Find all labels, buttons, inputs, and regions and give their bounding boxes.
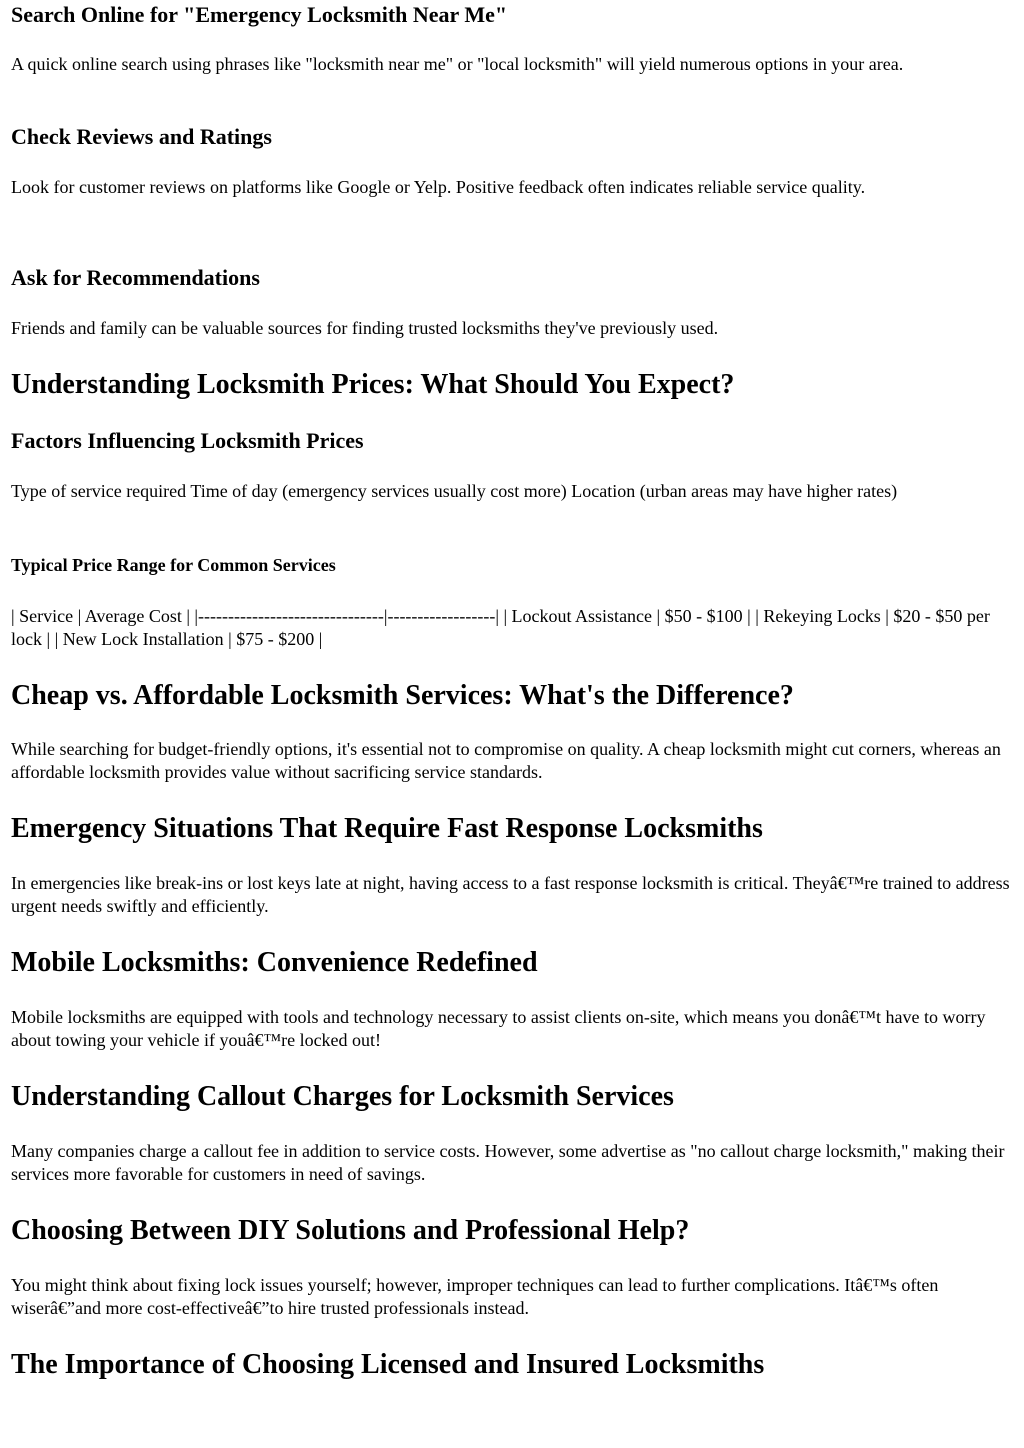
- heading-cheap-vs-affordable: Cheap vs. Affordable Locksmith Services: What's the Difference?: [11, 680, 794, 711]
- paragraph-emergency-situations: In emergencies like break-ins or lost keys late at night, having access to a fast response locksmith is critical. Theyâ€™re trained to address urgent needs swiftly and efficiently.: [11, 873, 1010, 916]
- heading-diy-vs-professional: Choosing Between DIY Solutions and Professional Help?: [11, 1215, 690, 1246]
- heading-callout-charges: Understanding Callout Charges for Locksmith Services: [11, 1081, 674, 1112]
- paragraph-mobile-locksmiths: Mobile locksmiths are equipped with tools and technology necessary to assist clients on-site, which means you donâ€™t have to worry about towing your vehicle if youâ€™re locked out!: [11, 1007, 986, 1050]
- paragraph-callout-charges: Many companies charge a callout fee in addition to service costs. However, some advertise as "no callout charge locksmith," making their services more favorable for customers in need of savings.: [11, 1141, 1005, 1184]
- heading-search-online: Search Online for "Emergency Locksmith Near Me": [11, 2, 508, 27]
- heading-understanding-prices: Understanding Locksmith Prices: What Should You Expect?: [11, 369, 735, 400]
- heading-typical-price-range: Typical Price Range for Common Services: [11, 555, 336, 575]
- paragraph-factors-prices: Type of service required Time of day (emergency services usually cost more) Location (urban areas may have higher rates): [11, 481, 898, 501]
- paragraph-search-online: A quick online search using phrases like "locksmith near me" or "local locksmith" will yield numerous options in your area.: [11, 54, 904, 74]
- heading-emergency-situations: Emergency Situations That Require Fast Response Locksmiths: [11, 813, 763, 844]
- paragraph-ask-recommendations: Friends and family can be valuable sources for finding trusted locksmiths they've previously used.: [11, 318, 719, 338]
- paragraph-diy-vs-professional: You might think about fixing lock issues yourself; however, improper techniques can lead to further complications. Itâ€™s often wiserâ€”and more cost-effectiveâ€”to hire trusted professionals instead.: [11, 1275, 939, 1318]
- heading-check-reviews: Check Reviews and Ratings: [11, 124, 272, 149]
- paragraph-check-reviews: Look for customer reviews on platforms like Google or Yelp. Positive feedback often indicates reliable service quality.: [11, 177, 866, 197]
- paragraph-price-table: | Service | Average Cost | |-------------------------------|------------------| | Lockout Assistance | $50 - $100 | | Rekeying Locks | $20 - $50 per lock | | New Lock Installation | $75 - $200 |: [11, 606, 990, 649]
- heading-ask-recommendations: Ask for Recommendations: [11, 265, 260, 290]
- heading-mobile-locksmiths: Mobile Locksmiths: Convenience Redefined: [11, 947, 538, 978]
- paragraph-cheap-vs-affordable: While searching for budget-friendly options, it's essential not to compromise on quality. A cheap locksmith might cut corners, whereas an affordable locksmith provides value without sacrificing service standards.: [11, 739, 1001, 782]
- heading-licensed-insured: The Importance of Choosing Licensed and Insured Locksmiths: [11, 1349, 765, 1380]
- heading-factors-prices: Factors Influencing Locksmith Prices: [11, 428, 364, 453]
